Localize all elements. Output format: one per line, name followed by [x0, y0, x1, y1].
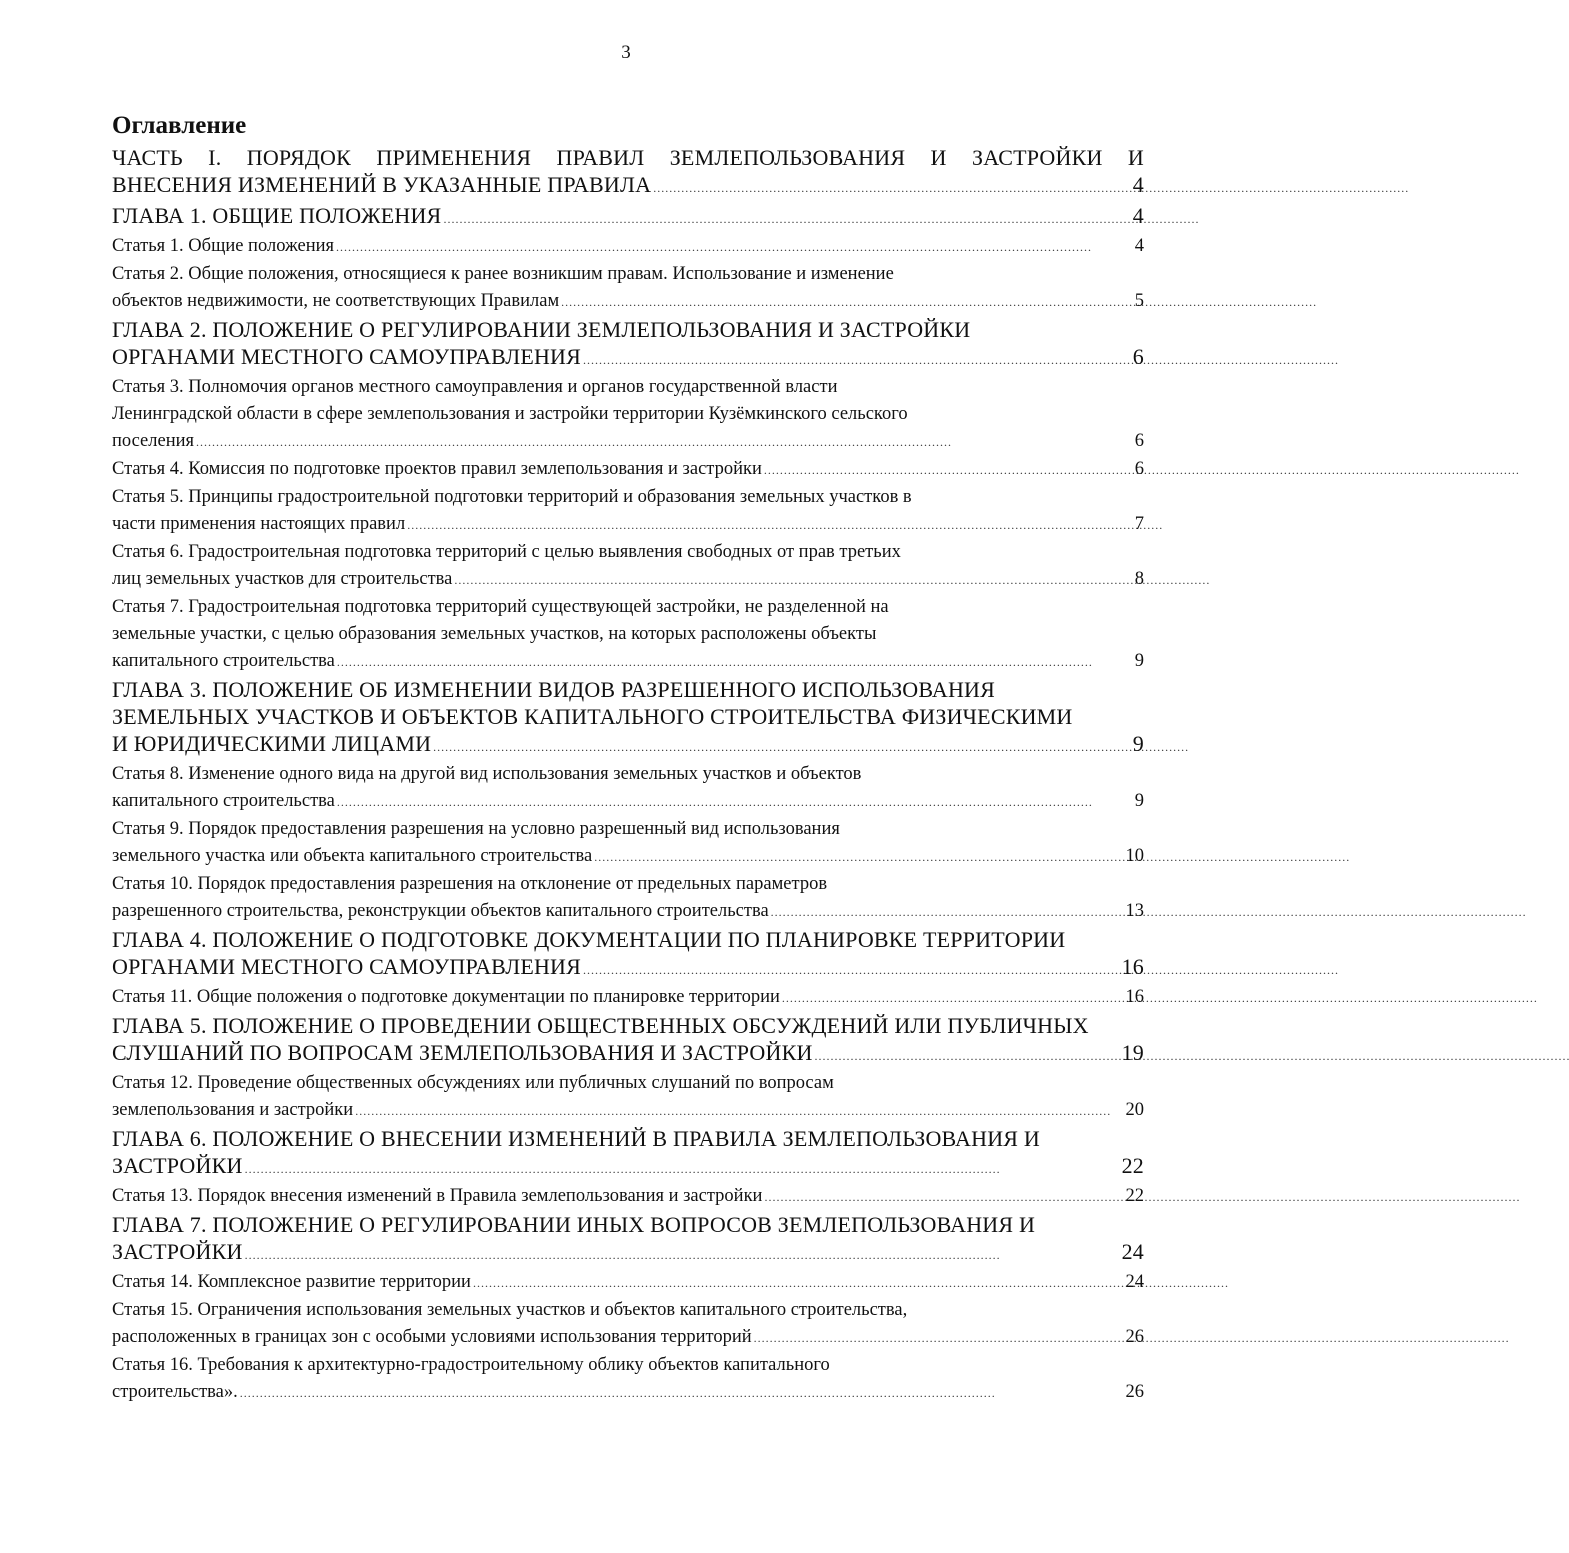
- table-of-contents: [112, 112, 1144, 1407]
- toc-entry-line: ОРГАНАМИ МЕСТНОГО САМОУПРАВЛЕНИЯ: [112, 344, 582, 369]
- dot-leader: [454, 566, 1132, 594]
- toc-entry-line: Статья 13. Порядок внесения изменений в Правила землепользования и застройки: [112, 1186, 763, 1206]
- toc-entry-line: ГЛАВА 4. ПОЛОЖЕНИЕ О ПОДГОТОВКЕ ДОКУМЕНТАЦИИ ПО ПЛАНИРОВКЕ ТЕРРИТОРИИ: [112, 927, 1066, 952]
- toc-entry-line: Статья 7. Градостроительная подготовка территорий существующей застройки, не разделенной на: [112, 597, 889, 617]
- toc-entry-line: капитального строительства: [112, 651, 335, 671]
- toc-page-number: 7: [1134, 514, 1144, 534]
- dot-leader: [782, 984, 1124, 1012]
- toc-entry-line: ГЛАВА 6. ПОЛОЖЕНИЕ О ВНЕСЕНИИ ИЗМЕНЕНИЙ В ПРАВИЛА ЗЕМЛЕПОЛЬЗОВАНИЯ И: [112, 1126, 1040, 1151]
- toc-page-number: 10: [1125, 846, 1144, 866]
- toc-entry-last-line: [112, 1152, 1144, 1183]
- toc-entry-last-line: [112, 288, 1144, 316]
- toc-entry-last-line: [112, 511, 1144, 539]
- toc-entry-chapter[interactable]: [112, 1125, 1144, 1183]
- toc-page-number: 24: [1121, 1239, 1144, 1264]
- toc-page-number: 4: [1132, 203, 1144, 228]
- toc-entry-chapter[interactable]: [112, 676, 1144, 761]
- toc-entry-line: ЗАСТРОЙКИ: [112, 1239, 243, 1264]
- dot-leader: [336, 233, 1133, 261]
- toc-entry-last-line: [112, 1269, 1144, 1297]
- toc-page-number: 24: [1125, 1272, 1144, 1292]
- toc-entry-line: И ЮРИДИЧЕСКИМИ ЛИЦАМИ: [112, 731, 432, 756]
- toc-entry-last-line: [112, 1183, 1144, 1211]
- toc-entry-article[interactable]: [112, 484, 1144, 539]
- toc-page-number: 5: [1134, 291, 1144, 311]
- toc-entry-line: ЧАСТЬ I. ПОРЯДОК ПРИМЕНЕНИЯ ПРАВИЛ ЗЕМЛЕПОЛЬЗОВАНИЯ И ЗАСТРОЙКИ И: [112, 145, 1144, 170]
- toc-entry-line: Статья 14. Комплексное развитие территории: [112, 1272, 471, 1292]
- toc-entry-line: Статья 1. Общие положения: [112, 236, 335, 256]
- dot-leader: [815, 1039, 1120, 1070]
- dot-leader: [337, 788, 1133, 816]
- toc-entry-line: объектов недвижимости, не соответствующих Правилам: [112, 291, 560, 311]
- toc-entry-article[interactable]: [112, 871, 1144, 926]
- toc-entry-last-line: [112, 648, 1144, 676]
- toc-entry-chapter[interactable]: [112, 1211, 1144, 1269]
- toc-entry-line: ЗАСТРОЙКИ: [112, 1153, 243, 1178]
- toc-page-number: 8: [1134, 569, 1144, 589]
- dot-leader: [433, 730, 1131, 761]
- toc-entry-last-line: [112, 1097, 1144, 1125]
- toc-entry-line: разрешенного строительства, реконструкции объектов капитального строительства: [112, 901, 769, 921]
- toc-entry-chapter[interactable]: [112, 926, 1144, 984]
- dot-leader: [196, 428, 1133, 456]
- toc-entry-line: лиц земельных участков для строительства: [112, 569, 453, 589]
- toc-entry-line: Статья 11. Общие положения о подготовке документации по планировке территории: [112, 987, 780, 1007]
- toc-page-number: 9: [1134, 791, 1144, 811]
- toc-entry-last-line: [112, 730, 1144, 761]
- toc-entry-line: СЛУШАНИЙ ПО ВОПРОСАМ ЗЕМЛЕПОЛЬЗОВАНИЯ И ЗАСТРОЙКИ: [112, 1040, 813, 1065]
- toc-entry-line: Статья 15. Ограничения использования земельных участков и объектов капитального строительства,: [112, 1300, 908, 1320]
- toc-entry-line: ВНЕСЕНИЯ ИЗМЕНЕНИЙ В УКАЗАННЫЕ ПРАВИЛА: [112, 172, 652, 197]
- toc-entry-chapter[interactable]: [112, 202, 1144, 233]
- toc-entry-last-line: [112, 1324, 1144, 1352]
- toc-entry-last-line: [112, 898, 1144, 926]
- toc-entry-line: ЗЕМЕЛЬНЫХ УЧАСТКОВ И ОБЪЕКТОВ КАПИТАЛЬНОГО СТРОИТЕЛЬСТВА ФИЗИЧЕСКИМИ: [112, 704, 1073, 729]
- toc-entry-last-line: [112, 1379, 1144, 1407]
- toc-entry-line: ГЛАВА 1. ОБЩИЕ ПОЛОЖЕНИЯ: [112, 203, 442, 228]
- toc-page-number: 16: [1121, 954, 1144, 979]
- toc-entry-last-line: [112, 202, 1144, 233]
- toc-page-number: 22: [1121, 1153, 1144, 1178]
- dot-leader: [764, 1183, 1123, 1211]
- toc-page-number: 6: [1134, 459, 1144, 479]
- dot-leader: [594, 843, 1123, 871]
- toc-page-number: 26: [1125, 1327, 1144, 1347]
- dot-leader: [245, 1238, 1120, 1269]
- dot-leader: [240, 1379, 1124, 1407]
- dot-leader: [764, 456, 1133, 484]
- toc-entry-article[interactable]: [112, 1352, 1144, 1407]
- toc-page-number: 6: [1134, 431, 1144, 451]
- toc-entry-last-line: [112, 953, 1144, 984]
- dot-leader: [443, 202, 1130, 233]
- toc-entry-article[interactable]: [112, 761, 1144, 816]
- toc-page-number: 9: [1132, 731, 1144, 756]
- toc-entry-line: Статья 12. Проведение общественных обсуждениях или публичных слушаний по вопросам: [112, 1073, 834, 1093]
- dot-leader: [337, 648, 1133, 676]
- toc-entry-line: капитального строительства: [112, 791, 335, 811]
- toc-entry-chapter[interactable]: [112, 1012, 1144, 1070]
- dot-leader: [407, 511, 1133, 539]
- toc-entry-last-line: [112, 843, 1144, 871]
- toc-entry-line: Ленинградской области в сфере землепользования и застройки территории Кузёмкинского сельского: [112, 404, 908, 424]
- toc-entry-article[interactable]: [112, 1269, 1144, 1297]
- toc-entry-line: земельные участки, с целью образования земельных участков, на которых расположены объекты: [112, 624, 877, 644]
- toc-entry-article[interactable]: [112, 1183, 1144, 1211]
- toc-entry-last-line: [112, 456, 1144, 484]
- page-number: 3: [621, 42, 631, 63]
- toc-entry-line: части применения настоящих правил: [112, 514, 406, 534]
- dot-leader: [245, 1152, 1120, 1183]
- toc-entry-last-line: [112, 1238, 1144, 1269]
- toc-page-number: 22: [1125, 1186, 1144, 1206]
- dot-leader: [771, 898, 1124, 926]
- toc-entry-last-line: [112, 233, 1144, 261]
- toc-entry-line: строительства».: [112, 1382, 238, 1402]
- toc-entry-line: земельного участка или объекта капитального строительства: [112, 846, 593, 866]
- toc-entry-line: Статья 5. Принципы градостроительной подготовки территорий и образования земельных участков в: [112, 487, 912, 507]
- toc-title: Оглавление: [112, 112, 247, 139]
- toc-entry-part[interactable]: [112, 144, 1144, 202]
- toc-entry-article[interactable]: [112, 233, 1144, 261]
- toc-entry-article[interactable]: [112, 1070, 1144, 1125]
- toc-page-number: 9: [1134, 651, 1144, 671]
- toc-entry-line: Статья 9. Порядок предоставления разрешения на условно разрешенный вид использования: [112, 819, 840, 839]
- toc-entries: [112, 144, 1144, 1407]
- toc-entry-line: Статья 8. Изменение одного вида на другой вид использования земельных участков и объектов: [112, 764, 862, 784]
- toc-page-number: 20: [1125, 1100, 1144, 1120]
- dot-leader: [355, 1097, 1123, 1125]
- toc-entry-line: Статья 3. Полномочия органов местного самоуправления и органов государственной власти: [112, 377, 838, 397]
- toc-entry-last-line: [112, 343, 1144, 374]
- dot-leader: [583, 953, 1120, 984]
- toc-page-number: 19: [1121, 1040, 1144, 1065]
- toc-entry-line: расположенных в границах зон с особыми условиями использования территорий: [112, 1327, 752, 1347]
- toc-entry-line: поселения: [112, 431, 195, 451]
- toc-entry-article[interactable]: [112, 984, 1144, 1012]
- toc-page-number: 4: [1132, 172, 1144, 197]
- toc-entry-last-line: [112, 428, 1144, 456]
- toc-entry-line: ГЛАВА 7. ПОЛОЖЕНИЕ О РЕГУЛИРОВАНИИ ИНЫХ ВОПРОСОВ ЗЕМЛЕПОЛЬЗОВАНИЯ И: [112, 1212, 1036, 1237]
- toc-entry-last-line: [112, 171, 1144, 202]
- toc-entry-line: Статья 4. Комиссия по подготовке проектов правил землепользования и застройки: [112, 459, 762, 479]
- toc-entry-line: ОРГАНАМИ МЕСТНОГО САМОУПРАВЛЕНИЯ: [112, 954, 582, 979]
- toc-entry-line: землепользования и застройки: [112, 1100, 354, 1120]
- toc-entry-article[interactable]: [112, 594, 1144, 676]
- toc-entry-line: ГЛАВА 5. ПОЛОЖЕНИЕ О ПРОВЕДЕНИИ ОБЩЕСТВЕННЫХ ОБСУЖДЕНИЙ ИЛИ ПУБЛИЧНЫХ: [112, 1013, 1089, 1038]
- toc-entry-line: ГЛАВА 3. ПОЛОЖЕНИЕ ОБ ИЗМЕНЕНИИ ВИДОВ РАЗРЕШЕННОГО ИСПОЛЬЗОВАНИЯ: [112, 677, 996, 702]
- dot-leader: [754, 1324, 1124, 1352]
- toc-entry-article[interactable]: [112, 261, 1144, 316]
- toc-entry-line: Статья 16. Требования к архитектурно-градостроительному облику объектов капитального: [112, 1355, 830, 1375]
- toc-entry-chapter[interactable]: [112, 316, 1144, 374]
- toc-page-number: 4: [1134, 236, 1144, 256]
- toc-page-number: 26: [1125, 1382, 1144, 1402]
- toc-entry-article[interactable]: [112, 539, 1144, 594]
- dot-leader: [653, 171, 1131, 202]
- toc-entry-line: ГЛАВА 2. ПОЛОЖЕНИЕ О РЕГУЛИРОВАНИИ ЗЕМЛЕПОЛЬЗОВАНИЯ И ЗАСТРОЙКИ: [112, 317, 971, 342]
- toc-entry-last-line: [112, 566, 1144, 594]
- toc-entry-line: Статья 10. Порядок предоставления разрешения на отклонение от предельных параметров: [112, 874, 828, 894]
- dot-leader: [561, 288, 1133, 316]
- toc-page-number: 6: [1132, 344, 1144, 369]
- dot-leader: [473, 1269, 1124, 1297]
- toc-entry-last-line: [112, 984, 1144, 1012]
- toc-entry-line: Статья 6. Градостроительная подготовка территорий с целью выявления свободных от прав третьих: [112, 542, 901, 562]
- toc-entry-last-line: [112, 788, 1144, 816]
- toc-entry-article[interactable]: [112, 374, 1144, 456]
- toc-entry-line: Статья 2. Общие положения, относящиеся к ранее возникшим правам. Использование и изменение: [112, 264, 894, 284]
- toc-entry-article[interactable]: [112, 456, 1144, 484]
- dot-leader: [583, 343, 1131, 374]
- toc-entry-last-line: [112, 1039, 1144, 1070]
- toc-entry-article[interactable]: [112, 816, 1144, 871]
- toc-page-number: 13: [1125, 901, 1144, 921]
- toc-entry-article[interactable]: [112, 1297, 1144, 1352]
- toc-page-number: 16: [1125, 987, 1144, 1007]
